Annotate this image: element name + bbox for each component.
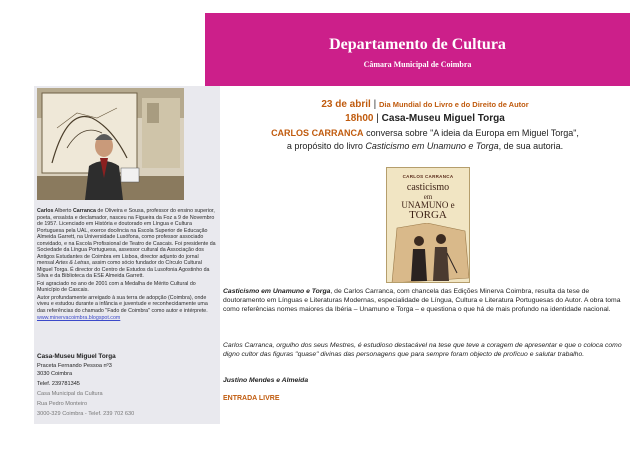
free-entry-notice: ENTRADA LIVRE — [223, 395, 280, 402]
book-reference: a propósito do livro Casticismo em Unamuno e Torga, de sua autoria. — [286, 141, 564, 151]
museum-city: 3030 Coimbra — [37, 371, 73, 377]
bio-paragraph-3: Autor profundamente arreigado à sua terra de adopção (Coimbra), onde viveu e estudou durante a infância e juventude e reconhecidamente uma das referências do chamado "Fado de Coimbra" como autor e intérprete. — [37, 294, 208, 314]
org-city-phone: 3000-329 Coimbra - Telef. 239 702 630 — [37, 411, 135, 417]
header-banner — [205, 13, 630, 86]
book-title: Casticismo em Unamuno e Torga — [365, 141, 499, 151]
event-occasion: Dia Mundial do Livro e do Direito de Autor — [378, 100, 529, 109]
museum-address: Praceta Fernando Pessoa nº3 — [37, 363, 112, 369]
event-venue: Casa-Museu Miguel Torga — [381, 113, 505, 124]
municipality-subtitle: Câmara Municipal de Coimbra — [363, 60, 472, 69]
book-description: Casticismo em Unamuno e Torga, de Carlos Carranca, com chancela das Edições Minerva Coimbra, resulta da tese de doutoramento em Línguas e Literaturas Modernas, especialidade de Língua, Cultura e Literatura Portuguesas do Autor. A obra toma como referências nomes maiores da Ibéria – Unamuno e Torga – e questiona o que há de mais profundo na identidade nacional. — [223, 288, 621, 313]
review-quote: Carlos Carranca, orgulho dos seus Mestres, é estudioso destacável na tese que teve a coragem de apresentar e que o coloca como digno cultor das figuras "quase" divinas das personagens que para sempre foram objecto de profícuo e salutar trabalho. — [223, 342, 622, 358]
event-venue-line: 18h00 | Casa-Museu Miguel Torga — [345, 113, 505, 124]
book-cover-illustration — [387, 223, 470, 283]
event-date: 23 de abril — [321, 99, 371, 110]
bio-paragraph-2: Foi agraciado no ano de 2001 com a Medalha de Mérito Cultural do Município de Cascais. — [37, 280, 196, 293]
speaker-name: CARLOS CARRANCA — [271, 128, 364, 138]
org-name: Casa Municipal da Cultura — [37, 391, 103, 397]
book-cover: CARLOS CARRANCA casticismo em UNAMUNO e TORGA — [386, 167, 470, 283]
museum-name: Casa-Museu Miguel Torga — [37, 353, 116, 360]
bio-paragraph-1: Carlos Alberto Carranca de Oliveira e Sousa, professor do ensino superior, poeta, ensaísta e declamador, nasceu na Figueira da Foz a 9 de Novembro de 1957. Licenciado em História e doutorado em Língua e Cultura Portuguesa pela UAL, exerce docência na Escola Superior de Educação Almeida Garrett, na Universidade Lusófona, como professor associado convidado, e na Escola Profissional de Teatro de Cascais. Foi presidente da Sociedade da Língua Portuguesa, assessor cultural da Associação dos Antigos Estudantes de Coimbra em Lisboa, director adjunto do jornal mensal Artes & Letras, assim como sócio fundador do Círculo Cultural Miguel Torga. É director do Centro de Estudos da Lusofonia Agostinho da Silva e da Biblioteca da ESE Almeida Garrett. — [37, 208, 216, 279]
event-time: 18h00 — [345, 113, 374, 124]
quote-signature: Justino Mendes e Almeida — [223, 377, 309, 384]
event-date-line: 23 de abril | Dia Mundial do Livro e do Direito de Autor — [321, 99, 529, 110]
book-cover-author: CARLOS CARRANCA — [402, 174, 454, 179]
department-title: Departamento de Cultura — [329, 36, 506, 53]
org-street: Rua Pedro Monteiro — [37, 401, 88, 407]
author-photo — [37, 88, 184, 200]
museum-phone: Telef. 239781345 — [37, 381, 80, 387]
blog-link[interactable]: www.minervacoimbra.blogspot.com — [37, 315, 121, 321]
author-biography — [37, 208, 217, 323]
talk-description: CARLOS CARRANCA conversa sobre "A ideia da Europa em Miguel Torga", — [271, 128, 579, 138]
